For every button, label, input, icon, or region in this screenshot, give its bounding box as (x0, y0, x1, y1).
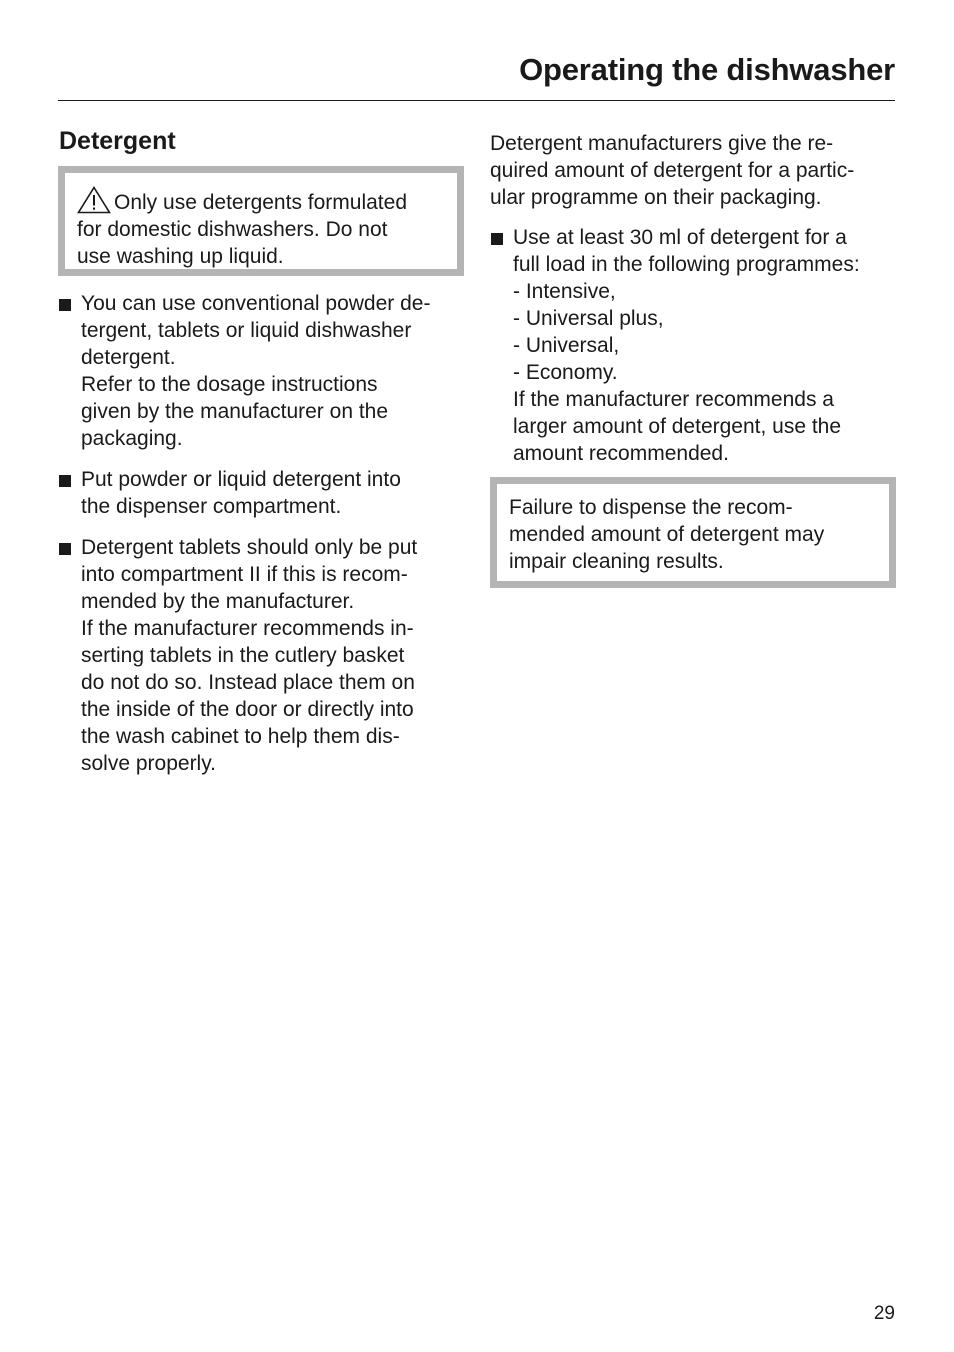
list-item-line: - Intensive, (513, 280, 616, 303)
intro-line: ular programme on their packaging. (490, 186, 822, 209)
list-item (58, 466, 468, 520)
note-line: impair cleaning results. (509, 550, 724, 573)
header-divider (58, 100, 895, 101)
list-item-line: the wash cabinet to help them dis- (81, 725, 400, 748)
warning-box (58, 166, 464, 276)
section-heading-detergent: Detergent (59, 127, 176, 155)
list-item-line: amount recommended. (513, 442, 729, 465)
note-box (490, 477, 896, 588)
list-item-line: - Universal plus, (513, 307, 664, 330)
list-item-line: solve properly. (81, 752, 217, 775)
list-item-line: You can use conventional powder de- (81, 292, 431, 315)
list-item-line: detergent. (81, 346, 176, 369)
intro-paragraph (490, 130, 900, 211)
warning-triangle-icon (77, 186, 111, 214)
list-item-line: the inside of the door or directly into (81, 698, 414, 721)
note-line: mended amount of detergent may (509, 523, 825, 546)
bullet-square-icon (59, 543, 71, 555)
list-item-line: the dispenser compartment. (81, 495, 342, 518)
list-item-line: given by the manufacturer on the (81, 400, 389, 423)
right-bullet-list (490, 224, 900, 467)
page-number: 29 (873, 1303, 895, 1324)
list-item-line: tergent, tablets or liquid dishwasher (81, 319, 412, 342)
list-item-line: mended by the manufacturer. (81, 590, 355, 613)
list-item-line: - Economy. (513, 361, 618, 384)
list-item-line: If the manufacturer recommends in- (81, 617, 414, 640)
left-bullet-list (58, 290, 468, 777)
list-item-line: into compartment II if this is recom- (81, 563, 408, 586)
bullet-square-icon (491, 233, 503, 245)
page-title: Operating the dishwasher (519, 52, 895, 87)
intro-line: quired amount of detergent for a partic- (490, 159, 855, 182)
list-item-line: Put powder or liquid detergent into (81, 468, 401, 491)
bullet-square-icon (59, 299, 71, 311)
warning-line-3: use washing up liquid. (77, 245, 284, 268)
list-item-line: larger amount of detergent, use the (513, 415, 842, 438)
list-item-line: do not do so. Instead place them on (81, 671, 415, 694)
warning-line-1 (77, 186, 445, 216)
list-item-line: packaging. (81, 427, 183, 450)
list-item (58, 290, 468, 452)
list-item (490, 224, 900, 467)
list-item-line: Detergent tablets should only be put (81, 536, 418, 559)
list-item-line: Use at least 30 ml of detergent for a (513, 226, 847, 249)
warning-text: Only use detergents formulated (114, 191, 407, 214)
list-item-line: If the manufacturer recommends a (513, 388, 834, 411)
note-line: Failure to dispense the recom- (509, 496, 793, 519)
list-item (58, 534, 468, 777)
bullet-square-icon (59, 475, 71, 487)
list-item-line: full load in the following programmes: (513, 253, 860, 276)
list-item-line: - Universal, (513, 334, 620, 357)
list-item-line: serting tablets in the cutlery basket (81, 644, 405, 667)
intro-line: Detergent manufacturers give the re- (490, 132, 834, 155)
warning-line-2: for domestic dishwashers. Do not (77, 218, 388, 241)
list-item-line: Refer to the dosage instructions (81, 373, 378, 396)
